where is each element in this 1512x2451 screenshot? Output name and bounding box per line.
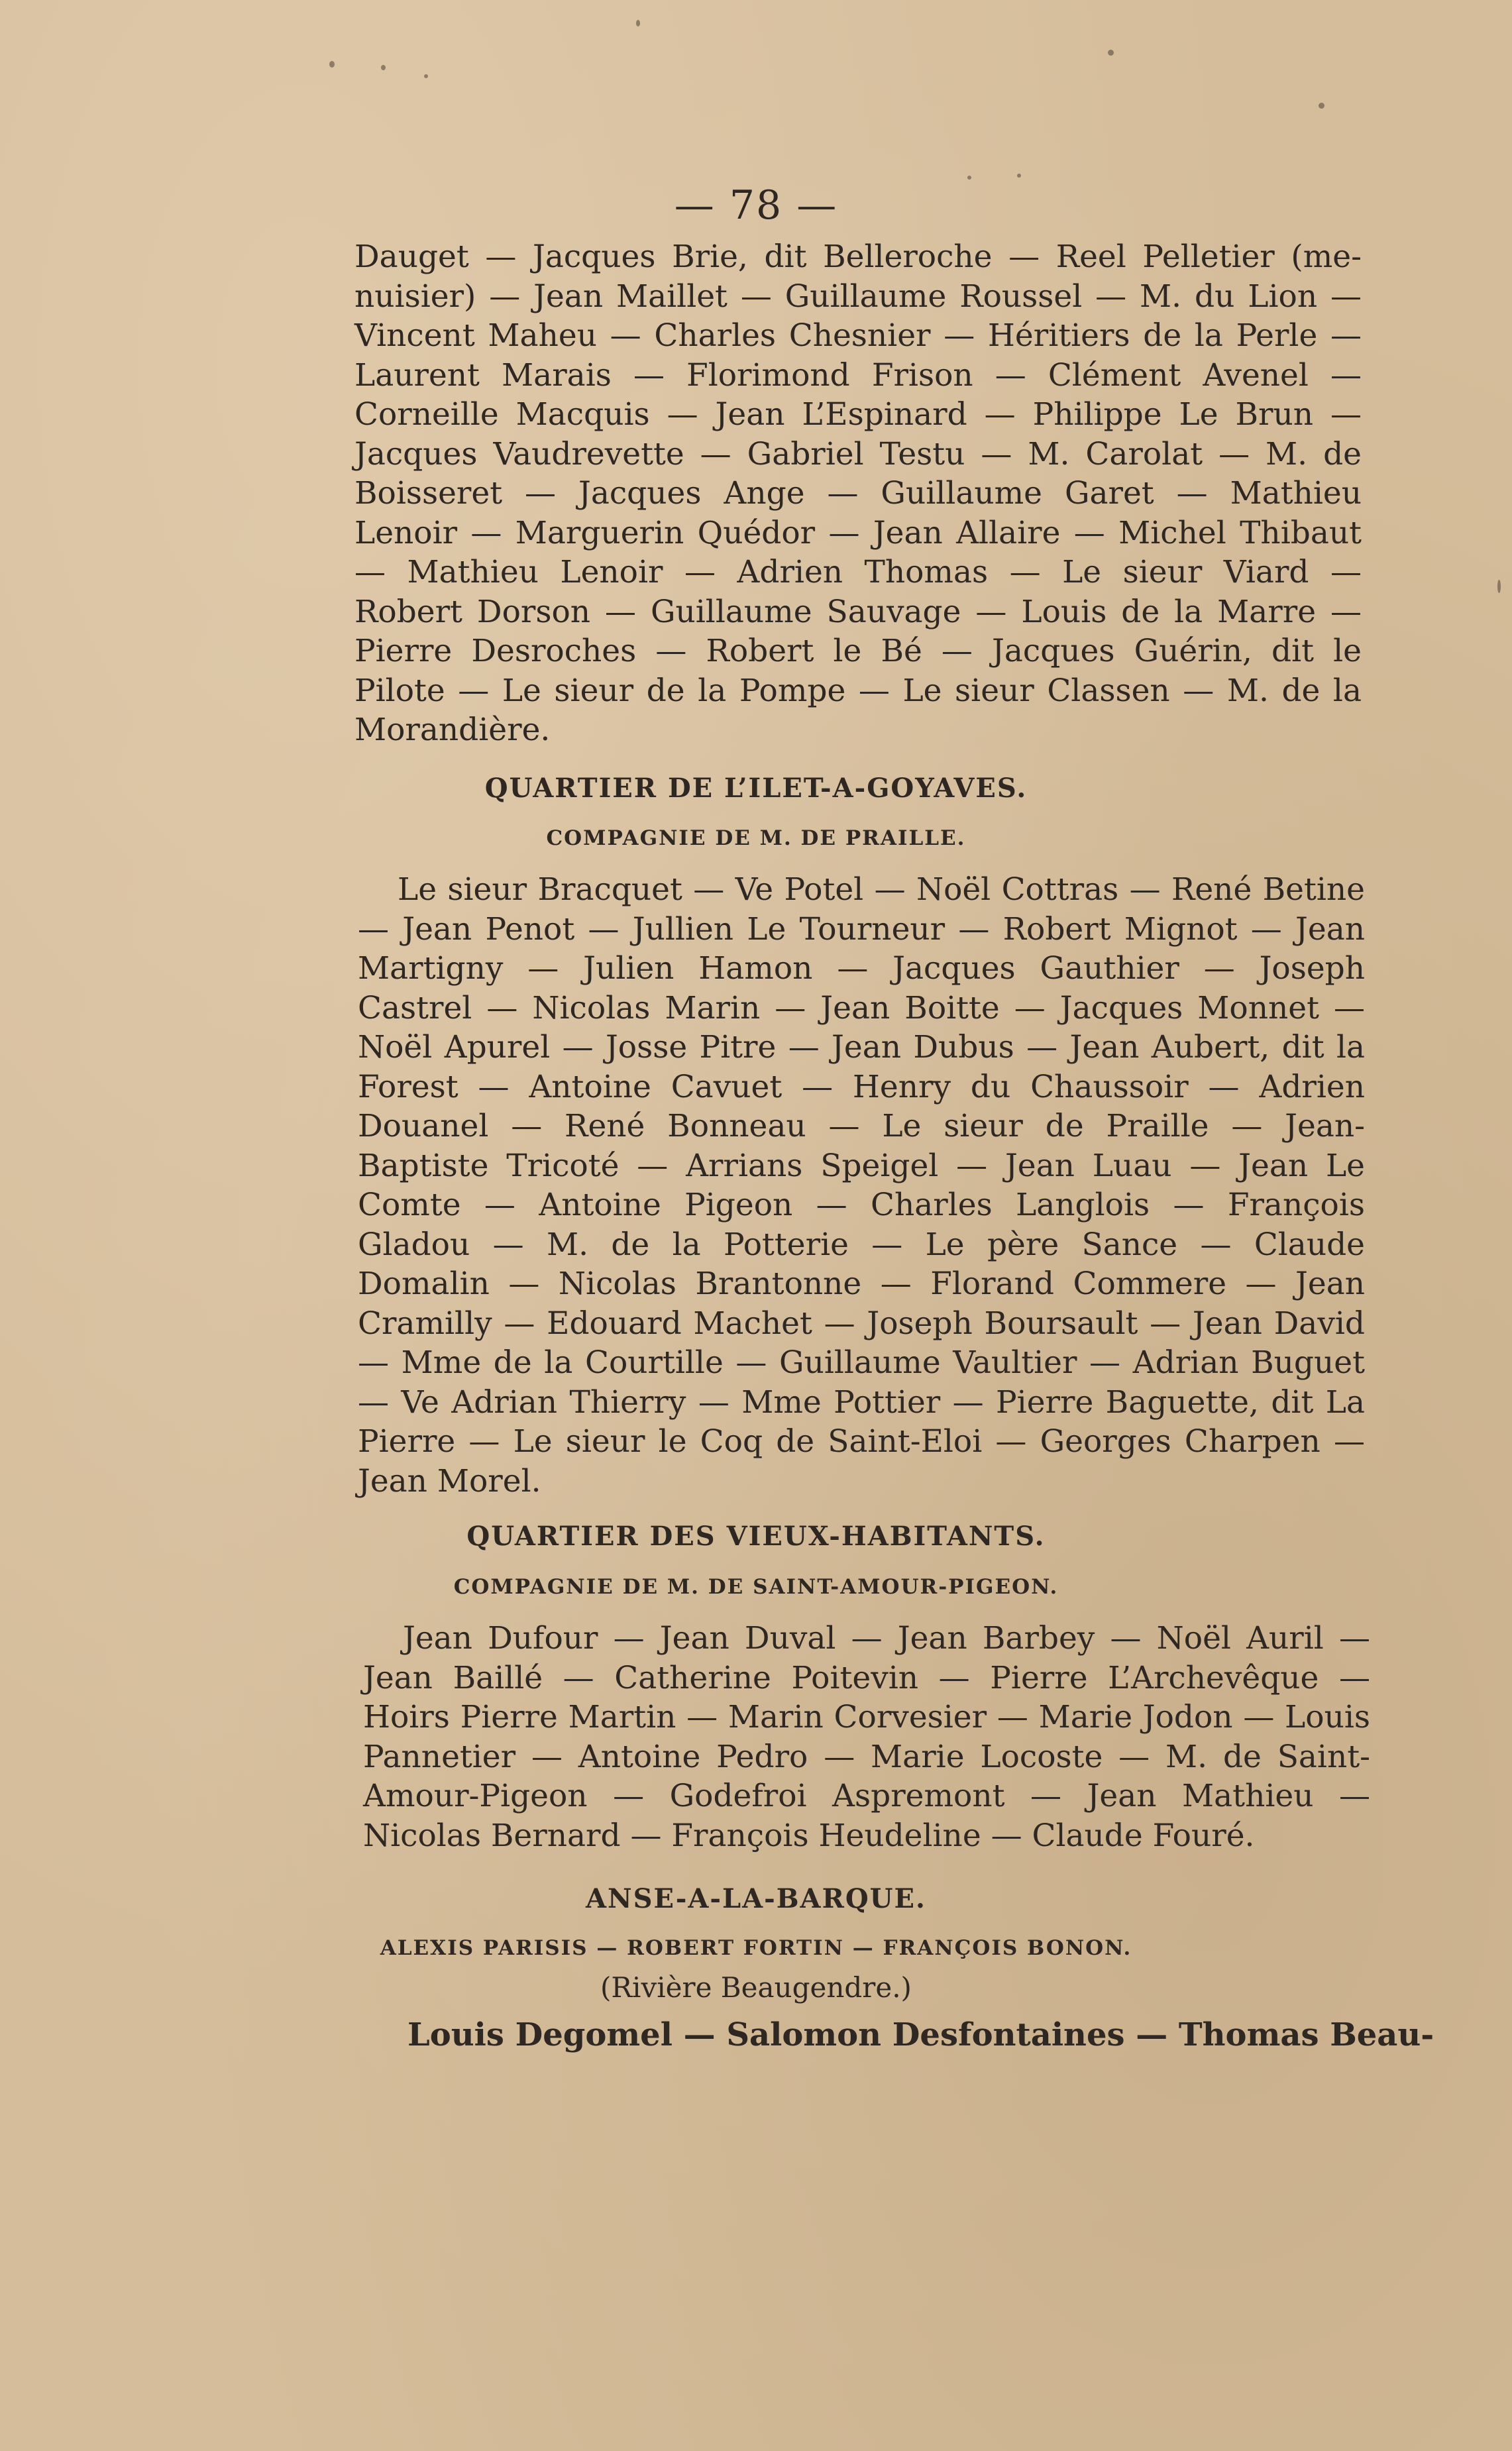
paper-speck xyxy=(1319,103,1324,109)
section-text-ilet-a-goyaves: Le sieur Bracquet — Ve Potel — Noël Cottras — René Betine — Jean Penot — Jullien Le Tourneur — Robert Mignot — Jean Martigny — Julien Hamon — Jacques Gauthier — Joseph Castrel — Nicolas Marin — Jean Boitte — Jacques Monnet — Noël Apurel — Josse Pitre — Jean Dubus — Jean Aubert, dit la Forest — Antoine Cavuet — Henry du Chaussoir — Adrien Douanel — René Bonneau — Le sieur de Praille — Jean-Baptiste Tricoté — Arrians Speigel — Jean Luau — Jean Le Comte — Antoine Pigeon — Charles Langlois — François Gladou — M. de la Potterie — Le père Sance — Claude Domalin — Nicolas Brantonne — Florand Commere — Jean Cramilly — Edouard Machet — Joseph Boursault — Jean David — Mme de la Courtille — Guillaume Vaultier — Adrian Buguet — Ve Adrian Thierry — Mme Pottier — Pierre Baguette, dit La Pierre — Le sieur le Coq de Saint-Eloi — Georges Charpen — Jean Morel. xyxy=(358,871,1365,1499)
company-heading-praille: COMPAGNIE DE M. DE PRAILLE. xyxy=(546,826,966,850)
section-heading-vieux-habitants: QUARTIER DES VIEUX-HABITANTS. xyxy=(466,1521,1046,1552)
paper-speck xyxy=(1108,50,1114,56)
section-paragraph-ilet-a-goyaves xyxy=(358,870,1365,1501)
continuation-paragraph xyxy=(354,237,1362,750)
officers-line: ALEXIS PARISIS — ROBERT FORTIN — FRANÇOIS BONON. xyxy=(380,1936,1132,1960)
paper-speck xyxy=(636,20,640,27)
section-text-vieux-habitants: Jean Dufour — Jean Duval — Jean Barbey — Noël Auril — Jean Baillé — Catherine Poitevin — Pierre L’Archevêque — Hoirs Pierre Martin — Marin Corvesier — Marie Jodon — Louis Pannetier — Antoine Pedro — Marie Locoste — M. de Saint-Amour-Pigeon — Godefroi Aspremont — Jean Mathieu — Nicolas Bernard — François Heudeline — Claude Fouré. xyxy=(363,1620,1370,1854)
paper-speck xyxy=(424,74,428,78)
page-number: — 78 — xyxy=(674,182,838,229)
location-note: (Rivière Beaugendre.) xyxy=(600,1971,912,2004)
paper-speck xyxy=(967,176,971,180)
section-paragraph-vieux-habitants xyxy=(363,1619,1370,1855)
paper-speck xyxy=(1017,174,1021,178)
paper-speck xyxy=(381,65,386,70)
section-paragraph-anse-a-la-barque: Louis Degomel — Salomon Desfontaines — Thomas Beau- xyxy=(407,2016,1434,2053)
continuation-text: Dauget — Jacques Brie, dit Belleroche — Reel Pelletier (menuisier) — Jean Maillet — Guillaume Roussel — M. du Lion — Vincent Maheu — Charles Chesnier — Héritiers de la Perle — Laurent Marais — Florimond Frison — Clément Avenel — Corneille Macquis — Jean L’Espinard — Philippe Le Brun — Jacques Vaudrevette — Gabriel Testu — M. Carolat — M. de Boisseret — Jacques Ange — Guillaume Garet — Mathieu Lenoir — Marguerin Quédor — Jean Allaire — Michel Thibaut — Mathieu Lenoir — Adrien Thomas — Le sieur Viard — Robert Dorson — Guillaume Sauvage — Louis de la Marre — Pierre Desroches — Robert le Bé — Jacques Guérin, dit le Pilote — Le sieur de la Pompe — Le sieur Classen — M. de la Morandière. xyxy=(354,239,1362,748)
paper-speck xyxy=(1497,580,1501,593)
section-heading-anse-a-la-barque: ANSE-A-LA-BARQUE. xyxy=(586,1883,926,1914)
company-heading-saint-amour-pigeon: COMPAGNIE DE M. DE SAINT-AMOUR-PIGEON. xyxy=(453,1575,1059,1599)
paper-speck xyxy=(329,61,335,68)
section-heading-ilet-a-goyaves: QUARTIER DE L’ILET-A-GOYAVES. xyxy=(484,773,1028,804)
